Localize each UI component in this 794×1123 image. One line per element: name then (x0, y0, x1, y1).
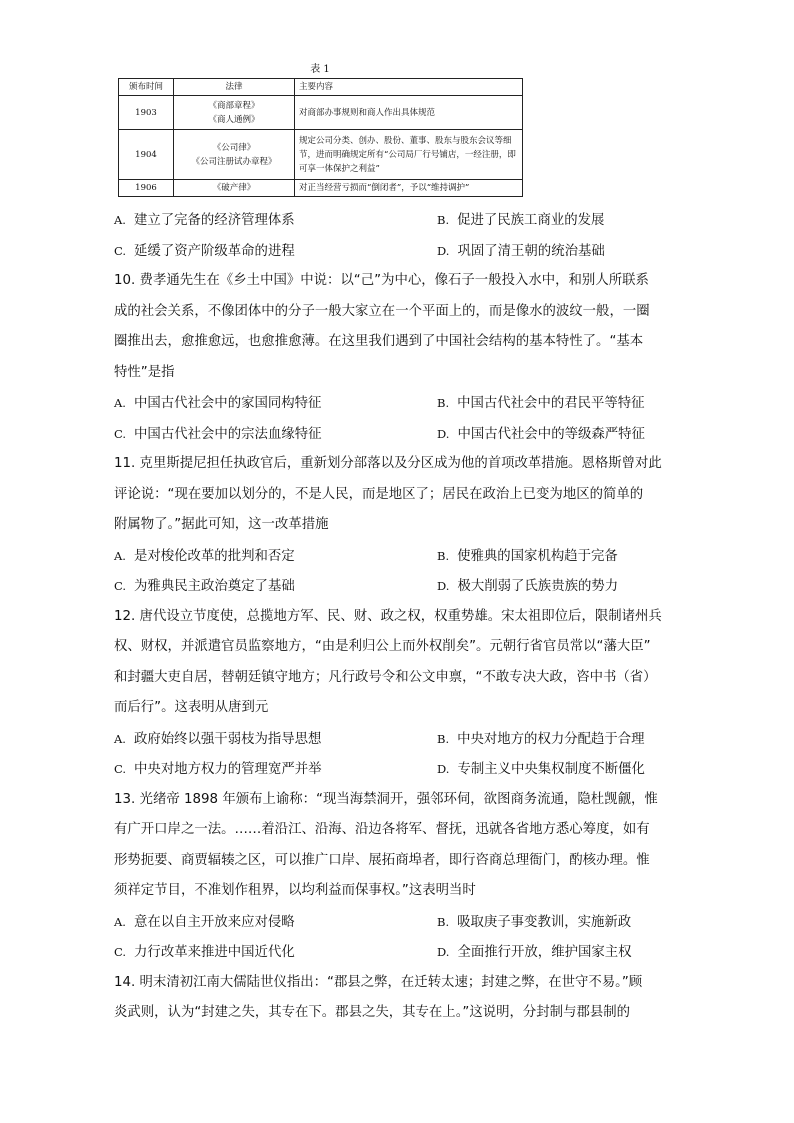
q11-options-row-2 (114, 571, 674, 602)
option-letter: B. (437, 396, 450, 410)
law-name: 《公司律》 (212, 142, 256, 153)
option-text: 使雅典的国家机构趋于完备 (457, 548, 618, 564)
option-text: 政府始终以强干弱枝为指导思想 (133, 731, 322, 747)
option-text: 巩固了清王朝的统治基础 (457, 243, 605, 259)
question-13-line: 形势扼要、商贾辐辏之区，可以推广口岸、展拓商埠者，即行咨商总理衙门，酌核办理。惟 (114, 852, 650, 868)
q13-options-row-1 (114, 907, 674, 938)
option-letter: B. (437, 548, 450, 563)
option-text: 极大削弱了氏族贵族的势力 (457, 579, 619, 594)
option-letter: C. (114, 762, 127, 776)
question-10-line: 圈推出去，愈推愈远，也愈推愈薄。在这里我们遇到了中国社会结构的基本特性了。“基本 (114, 334, 644, 349)
option-letter: D. (437, 579, 450, 593)
option-letter: D. (437, 426, 450, 441)
table-header-row (119, 79, 523, 96)
option-text: 吸取庚子事变教训，实施新政 (457, 914, 632, 930)
question-10-line: 10. 费孝通先生在《乡土中国》中说：以“己”为中心，像石子一般投入水中，和别人所联系 (114, 273, 649, 288)
question-11-line: 评论说：“现在要加以划分的，不是人民，而是地区了；居民在政治上已变为地区的简单的 (114, 486, 644, 502)
law-name: 《商人通例》 (208, 114, 260, 125)
q9-options-row-1 (114, 205, 674, 236)
table-cell-year: 1906 (119, 180, 174, 197)
option-text: 中央对地方的权力分配趋于合理 (457, 731, 645, 747)
question-14-line: 14. 明末清初江南大儒陆世仪指出：“郡县之弊，在迁转太速；封建之弊，在世守不易。”顾 (114, 974, 643, 990)
q10-option-a[interactable] (114, 388, 321, 420)
option-letter: B. (437, 914, 450, 929)
option-text: 中国古代社会中的君民平等特征 (457, 396, 645, 411)
q9-option-d[interactable] (437, 236, 605, 268)
q13-options-row-2 (114, 937, 674, 968)
table-cell-law (174, 130, 295, 180)
option-letter: D. (437, 945, 450, 959)
q9-option-a[interactable] (114, 205, 295, 237)
q13-option-b[interactable] (437, 907, 631, 939)
option-text: 是对梭伦改革的批判和否定 (133, 548, 295, 564)
option-text: 中国古代社会中的等级森严特征 (457, 426, 645, 442)
option-text: 为雅典民主政治奠定了基础 (134, 579, 295, 594)
option-letter: C. (114, 579, 127, 593)
q9-option-b[interactable] (437, 205, 604, 237)
table-row (119, 180, 523, 197)
option-letter: A. (114, 213, 126, 227)
law-name: 《公司注册试办章程》 (191, 156, 277, 167)
option-text: 专制主义中央集权制度不断僵化 (457, 762, 645, 777)
table-cell-year: 1903 (119, 96, 174, 130)
option-text: 力行改革来推进中国近代化 (134, 945, 295, 960)
option-text: 中国古代社会中的宗法血缘特征 (134, 426, 322, 442)
question-block (114, 205, 674, 1029)
law-name: 《破产律》 (212, 183, 256, 193)
option-letter: A. (114, 548, 126, 563)
q12-option-a[interactable] (114, 724, 321, 756)
law-name: 《商部章程》 (208, 100, 260, 111)
table-row (119, 96, 523, 130)
question-13-line: 有广开口岸之一法。……着沿江、沿海、沿边各将军、督抚，迅就各省地方悉心筹度，如有 (114, 822, 650, 837)
table-cell-content: 对正当经营亏损而“倒闭者”，予以“维持调护” (295, 180, 523, 197)
q13-option-c[interactable] (114, 937, 295, 969)
laws-table (118, 78, 523, 197)
q13-option-a[interactable] (114, 907, 295, 939)
option-text: 建立了完备的经济管理体系 (133, 213, 295, 228)
q10-option-b[interactable] (437, 388, 645, 420)
option-letter: D. (437, 762, 450, 776)
table-cell-content: 对商部办事规则和商人作出具体规范 (295, 96, 523, 130)
table-row (119, 130, 523, 180)
question-12-line: 和封疆大吏自居，替朝廷镇守地方；凡行政号令和公文申禀，“不敢专决大政，咨中书（省） (114, 669, 657, 685)
table-cell-content: 规定公司分类、创办、股份、董事、股东与股东会议等细节，进而明确规定所有“公司局厂行号铺店，一经注册，即可享一体保护之利益” (295, 130, 523, 180)
option-letter: C. (114, 426, 127, 441)
option-letter: B. (437, 731, 450, 746)
table-cell-year: 1904 (119, 130, 174, 180)
q11-option-b[interactable] (437, 541, 618, 573)
question-12-line: 而后行”。这表明从唐到元 (114, 700, 269, 715)
q13-option-d[interactable] (437, 937, 632, 969)
q12-options-row-1 (114, 724, 674, 755)
question-10-line: 特性”是指 (114, 364, 175, 380)
question-11-line: 11. 克里斯提尼担任执政官后，重新划分部落以及分区成为他的首项改革措施。恩格斯曾对此 (114, 456, 662, 471)
option-text: 延缓了资产阶级革命的进程 (134, 243, 295, 259)
q10-option-d[interactable] (437, 419, 645, 451)
question-10-line: 成的社会关系，不像团体中的分子一般大家立在一个平面上的，而是像水的波纹一般，一圈 (114, 303, 650, 319)
question-14-line: 炎武则，认为“封建之失，其专在下。郡县之失，其专在上。”这说明，分封制与郡县制的 (114, 1005, 631, 1020)
option-letter: B. (437, 213, 450, 227)
header-year: 颁布时间 (119, 79, 174, 96)
header-content: 主要内容 (295, 79, 523, 96)
option-text: 中国古代社会中的家国同构特征 (133, 396, 322, 411)
q11-option-a[interactable] (114, 541, 295, 573)
question-11-line: 附属物了。”据此可知，这一改革措施 (114, 517, 329, 532)
option-text: 促进了民族工商业的发展 (457, 213, 605, 228)
option-letter: C. (114, 243, 127, 258)
q9-options-row-2 (114, 236, 674, 267)
question-13-line: 须祥定节目，不准划作租界，以均利益而保事权。”这表明当时 (114, 883, 476, 898)
q12-option-c[interactable] (114, 754, 322, 786)
option-text: 全面推行开放，维护国家主权 (457, 945, 632, 960)
option-letter: A. (114, 396, 126, 410)
option-letter: A. (114, 731, 126, 746)
q12-options-row-2 (114, 754, 674, 785)
q11-option-d[interactable] (437, 571, 618, 603)
question-13-line: 13. 光绪帝 1898 年颁布上谕称：“现当海禁洞开，强邻环伺，欲图商务流通，隐杜觊觎，惟 (114, 791, 658, 807)
question-12-line: 权、财权，并派遣官员监察地方，“由是利归公上而外权削矣”。元朝行省官员常以“藩大臣” (114, 639, 651, 654)
q10-options-row-1 (114, 388, 674, 419)
option-letter: C. (114, 945, 127, 959)
option-text: 意在以自主开放来应对侵略 (133, 914, 295, 930)
q9-option-c[interactable] (114, 236, 295, 268)
q11-option-c[interactable] (114, 571, 295, 603)
q12-option-b[interactable] (437, 724, 645, 756)
option-text: 中央对地方权力的管理宽严并举 (134, 762, 322, 777)
q12-option-d[interactable] (437, 754, 645, 786)
header-law: 法律 (174, 79, 295, 96)
q11-options-row-1 (114, 541, 674, 572)
table-caption: 表 1 (310, 64, 330, 75)
q10-option-c[interactable] (114, 419, 322, 451)
q10-options-row-2 (114, 419, 674, 450)
option-letter: A. (114, 914, 126, 929)
table-cell-law (174, 96, 295, 130)
question-12-line: 12. 唐代设立节度使，总揽地方军、民、财、政之权，权重势雄。宋太祖即位后，限制诸州兵 (114, 608, 662, 624)
table-cell-law (174, 180, 295, 197)
option-letter: D. (437, 243, 450, 258)
